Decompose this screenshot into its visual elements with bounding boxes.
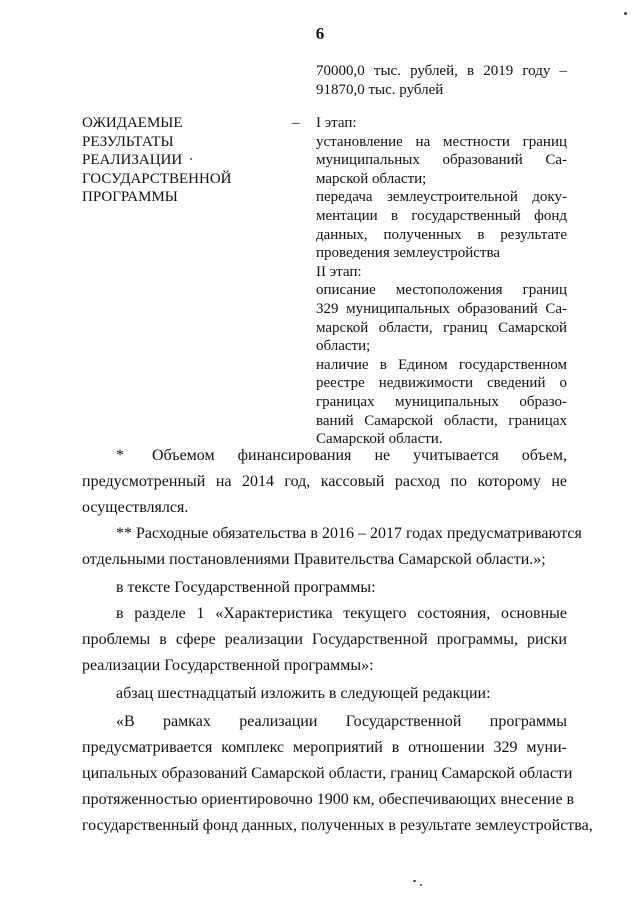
page-number: 6 — [315, 24, 325, 43]
results-label-line: ГОСУДАРСТВЕННОЙ — [82, 170, 232, 187]
stage-heading: I этап: — [316, 115, 357, 131]
results-line: описание местоположения границ — [316, 282, 567, 299]
funding-line: 91870,0 тыс. рублей — [316, 81, 444, 98]
body-line: протяженностью ориентировочно 1900 км, обеспечивающих внесение в — [82, 791, 575, 808]
footnote-star: * — [116, 447, 124, 464]
footnote-line: Объемом финансирования не учитывается объем, — [152, 447, 567, 464]
results-line: области; — [316, 338, 371, 355]
footnote-line: отдельными постановлениями Правительства Самарской области.»; — [82, 551, 546, 568]
results-line: 329 муниципальных образований Са- — [316, 301, 567, 317]
scan-speck — [420, 884, 422, 886]
footnote-line: осуществлялся. — [82, 499, 189, 516]
results-line: данных, полученных в результате — [316, 226, 567, 243]
body-line: в разделе 1 «Характеристика текущего состояния, основные — [116, 605, 567, 622]
body-line: государственный фонд данных, полученных в результате землеустройства, — [82, 817, 593, 834]
body-line: абзац шестнадцатый изложить в следующей редакции: — [116, 685, 491, 702]
body-line: реализации Государственной программы»: — [82, 657, 374, 674]
results-label-line: ОЖИДАЕМЫЕ — [82, 115, 183, 131]
results-line: установление на местности границ — [316, 133, 567, 150]
footnote-line: ** Расходные обязательства в 2016 – 2017 годах предусматриваются — [116, 525, 582, 542]
body-line: «В рамках реализации Государственной программы — [116, 713, 567, 730]
results-line: марской области; — [316, 170, 427, 187]
body-line: ципальных образований Самарской области, границ Самарской области — [82, 765, 573, 782]
funding-line: 70000,0 тыс. рублей, в 2019 году – — [316, 63, 567, 79]
scan-speck — [413, 880, 416, 882]
results-line: ментации в государственный фонд — [316, 208, 567, 224]
body-line: проблемы в сфере реализации Государственной программы, риски — [82, 631, 567, 648]
results-line: реестре недвижимости сведений о — [316, 375, 567, 392]
results-line: муниципальных образований Са- — [316, 152, 567, 169]
results-label-line: РЕАЛИЗАЦИИ — [82, 152, 183, 169]
scan-speck — [624, 12, 627, 15]
results-line: границах муниципальных образо- — [316, 394, 567, 410]
results-line: ваний Самарской области, границах — [316, 412, 567, 429]
footnote-line: предусмотренный на 2014 год, кассовый расход по которому не — [82, 473, 567, 490]
results-line: передача землеустроительной доку- — [316, 189, 567, 206]
results-line: проведения землеустройства — [316, 245, 500, 262]
stage-heading: II этап: — [316, 263, 362, 280]
results-line: марской области, границ Самарской — [316, 319, 567, 336]
results-label — [82, 114, 272, 207]
body-line: в тексте Государственной программы: — [116, 579, 376, 596]
results-dash: – — [292, 115, 300, 131]
results-line: наличие в Едином государственном — [316, 356, 567, 373]
scan-speck — [190, 158, 192, 160]
results-label-line: РЕЗУЛЬТАТЫ — [82, 133, 174, 150]
body-line: предусматривается комплекс мероприятий в отношении 329 муни- — [82, 739, 567, 756]
results-line: Самарской области. — [316, 431, 443, 448]
results-label-line: ПРОГРАММЫ — [82, 189, 178, 206]
